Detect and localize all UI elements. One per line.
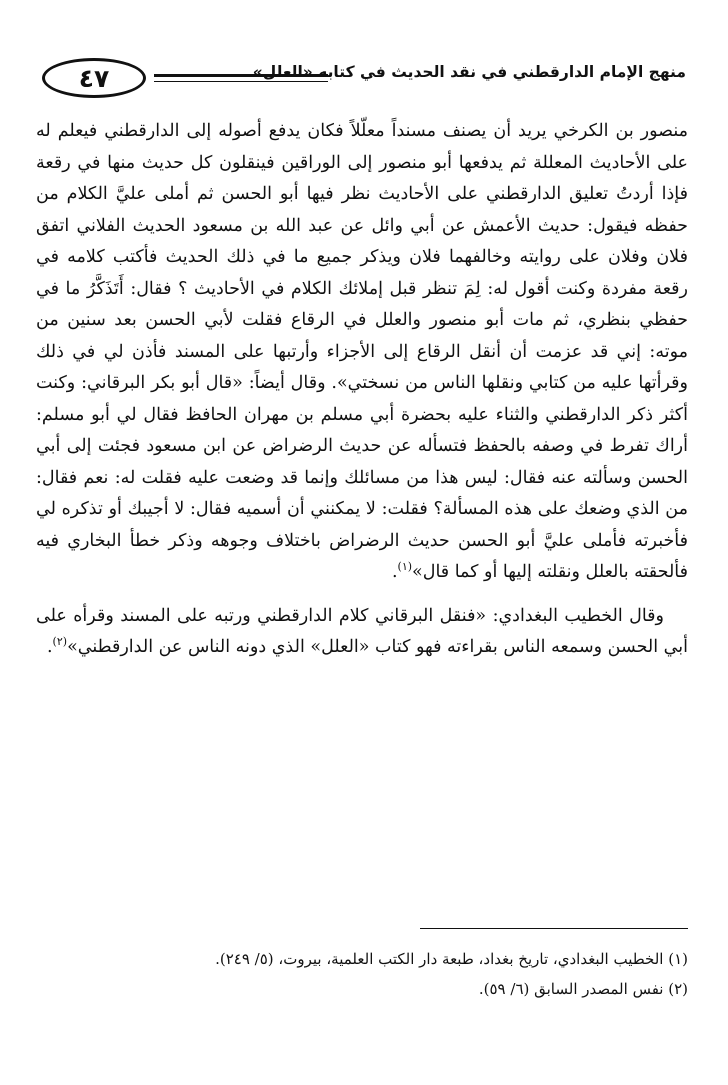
paragraph-1-text: منصور بن الكرخي يريد أن يصنف مسنداً معلّلاً فكان يدفع أصوله إلى الدارقطني فيعلم له على الأحاديث المعللة ثم يدفعها أبو منصور إلى الوراقين فينقلون كل حديث منها في رقعة فإذا أردتُ تعليق الدارقطني على الأحاديث نظر فيها أبو الحسن ثم أملى عليَّ الكلام من حفظه فيقول: حديث الأعمش عن أبي وائل عن عبد الله بن مسعود الحديث الفلاني اتفق فلان وفلان على روايته وخالفهما فلان ويذكر جميع ما في ذلك الحديث فأكتب كلامه في رقعة مفردة وكنت أقول له: لِمَ تنظر قبل إملائك الكلام في الأحاديث ؟ فقال: أَتَذَكَّرُ ما في حفظي بنظري، ثم مات أبو منصور والعلل في الرقاع فقلت لأبي الحسن بعد سنين من موته: إني قد عزمت أن أنقل الرقاع إلى الأجزاء وأرتبها على المسند فأذن لي في ذلك وقرأتها عليه من كتابي ونقلها الناس من نسختي». وقال أيضاً: «قال أبو بكر البرقاني: وكنت أكثر ذكر الدارقطني والثناء عليه بحضرة أبي مسلم بن مهران الحافظ فقال لي أبو مسلم: أراك تفرط في وصفه بالحفظ فتسأله عن حديث الرضراض عن ابن مسعود فجئت إلى أبي الحسن وسألته عنه فقال: ليس هذا من مسائلك وإنما قد وضعت عليه فقلت له: نعم فقال: من الذي وضعك على هذه المسألة؟ فقلت: لا يمكنني أن أسميه فقال: لا أجيبك أو تذكره لي فأخبرته فأملى عليَّ أبو الحسن حديث الرضراض باختلاف وجوهه وذكر خطأ البخاري فيه فألحقته بالعلل ونقلته إليها أو كما قال» — [36, 121, 688, 582]
paragraph-2-text: وقال الخطيب البغدادي: «فنقل البرقاني كلام الدارقطني ورتبه على المسند وقرأه على أبي الحسن وسمعه الناس بقراءته فهو كتاب «العلل» الذي دونه الناس عن الدارقطني» — [36, 605, 688, 657]
footnote-ref-1: (١) — [397, 560, 413, 574]
footnotes — [36, 944, 688, 1004]
page-header — [36, 52, 688, 104]
page-number: ٤٧ — [42, 58, 146, 98]
running-title: منهج الإمام الدارقطني في نقد الحديث في كتابه «العلل» — [252, 63, 686, 81]
paragraph-2: وقال الخطيب البغدادي: «فنقل البرقاني كلام الدارقطني ورتبه على المسند وقرأه على أبي الحسن وسمعه الناس بقراءته فهو كتاب «العلل» الذي دونه الناس عن الدارقطني»$^{(٢)}$. — [36, 605, 688, 657]
footnote-ref-2: (٢) — [52, 635, 68, 649]
footnote-separator — [420, 928, 688, 929]
footnote-2: (٢) نفس المصدر السابق (٦/ ٥٩). — [478, 980, 688, 998]
main-text — [36, 116, 688, 664]
footnote-1: (١) الخطيب البغدادي، تاريخ بغداد، طبعة دار الكتب العلمية، بيروت، (٥/ ٢٤٩). — [215, 950, 688, 968]
paragraph-1: منصور بن الكرخي يريد أن يصنف مسنداً معلّلاً فكان يدفع أصوله إلى الدارقطني فيعلم له على الأحاديث المعللة ثم يدفعها أبو منصور إلى الوراقين فينقلون كل حديث منها في رقعة فإذا أردتُ تعليق الدارقطني على الأحاديث نظر فيها أبو الحسن ثم أملى عليَّ الكلام من حفظه فيقول: حديث الأعمش عن أبي وائل عن عبد الله بن مسعود الحديث الفلاني اتفق فلان وفلان على روايته وخالفهما فلان ويذكر جميع ما في ذلك الحديث فأكتب كلامه في رقعة مفردة وكنت أقول له: لِمَ تنظر قبل إملائك الكلام في الأحاديث ؟ فقال: أَتَذَكَّرُ ما في حفظي بنظري، ثم مات أبو منصور والعلل في الرقاع فقلت لأبي الحسن بعد سنين من موته: إني قد عزمت أن أنقل الرقاع إلى الأجزاء وأرتبها على المسند فأذن لي في ذلك وقرأتها عليه من كتابي ونقلها الناس من نسختي». وقال أيضاً: «قال أبو بكر البرقاني: وكنت أكثر ذكر الدارقطني والثناء عليه بحضرة أبي مسلم بن مهران الحافظ فقال لي أبو مسلم: أراك تفرط في وصفه بالحفظ فتسأله عن حديث الرضراض عن ابن مسعود فجئت إلى أبي الحسن وسألته عنه فقال: ليس هذا من مسائلك وإنما قد وضعت عليه فقلت له: نعم فقال: من الذي وضعك على هذه المسألة؟ فقلت: لا يمكنني أن أسميه فقال: لا أجيبك أو تذكره لي فأخبرته فأملى عليَّ أبو الحسن حديث الرضراض باختلاف وجوهه وذكر خطأ البخاري فيه فألحقته بالعلل ونقلته إليها أو كما قال»$^{(١)}$. — [36, 121, 688, 582]
